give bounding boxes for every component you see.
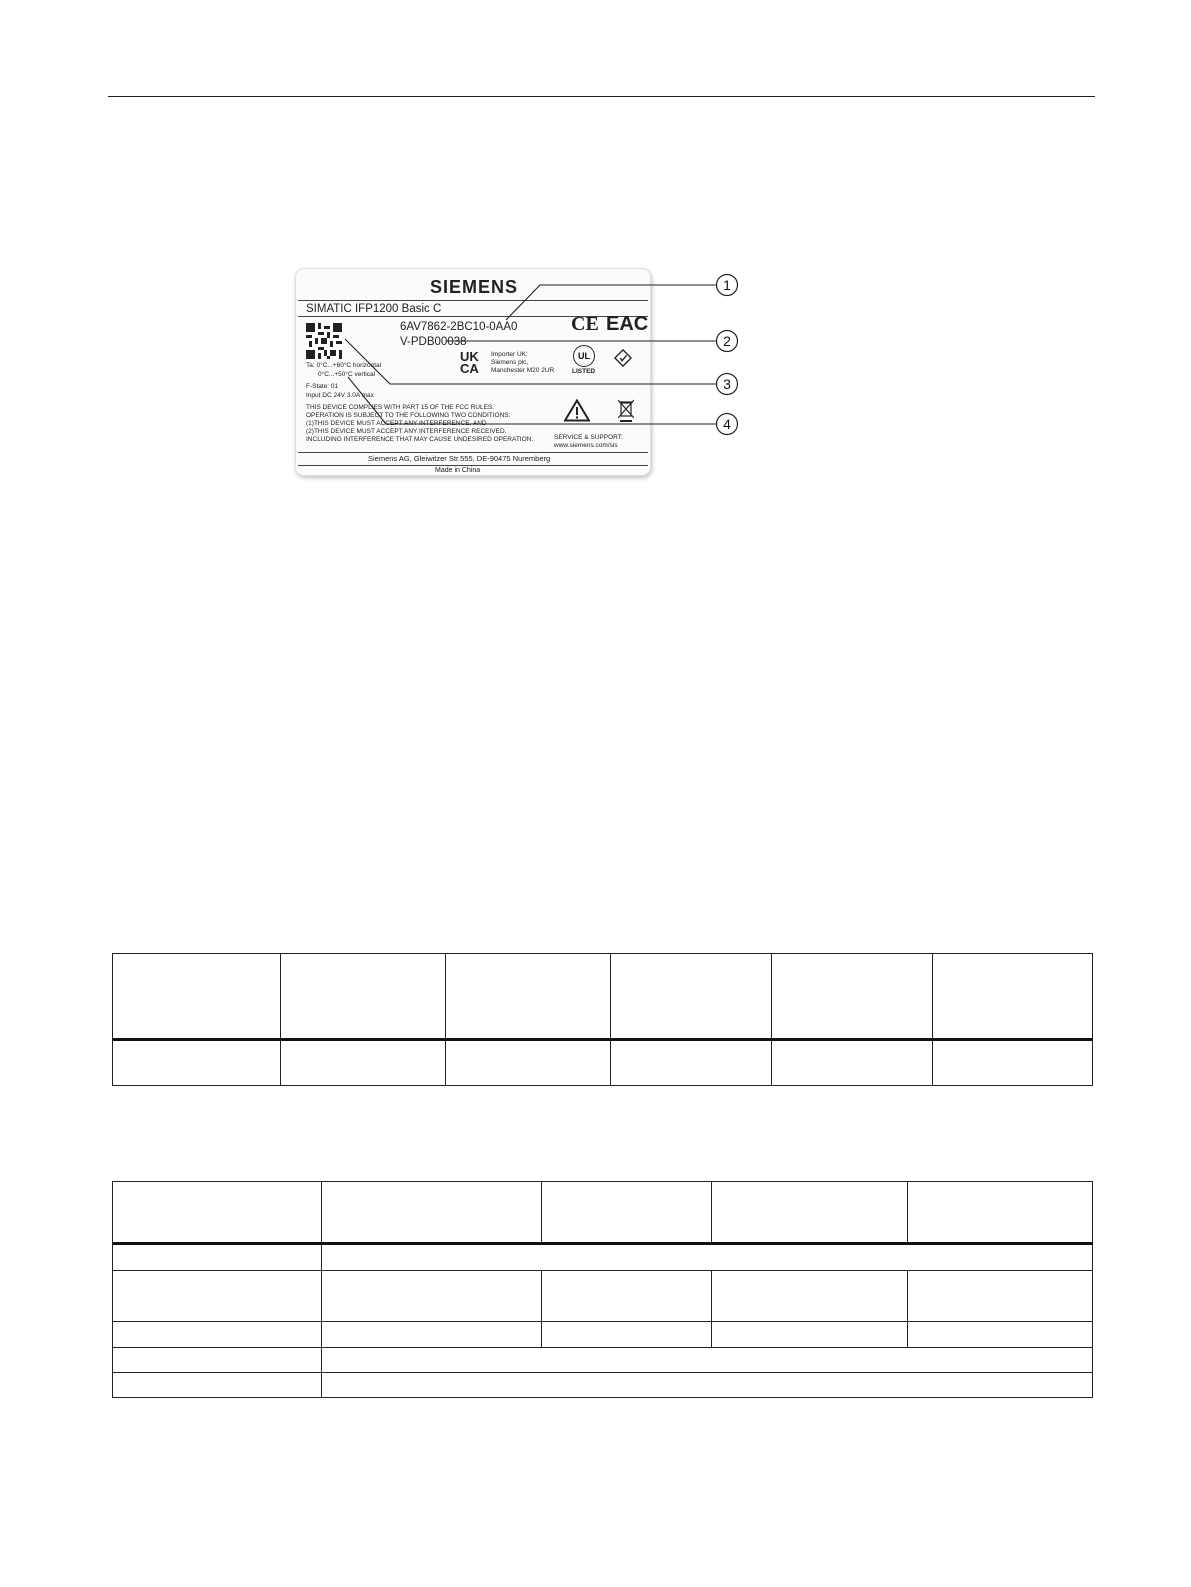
table-header-row [113,1182,1093,1244]
callout-2: 2 [723,333,731,349]
table-cell [281,1040,446,1086]
brand-logo: SIEMENS [430,277,519,297]
header-cell [772,954,933,1040]
input-rating: Input DC 24V 3.0A max [306,392,374,399]
header-cell [712,1182,908,1244]
callout-1: 1 [723,277,731,293]
header-cell [908,1182,1093,1244]
table-cell [113,1244,322,1271]
table-cell [712,1322,908,1348]
importer-line: Siemens plc, [491,359,529,366]
table-cell [322,1271,542,1322]
table-row [113,1322,1093,1348]
f-state: F-State: 01 [306,383,339,390]
ukca-line2: CA [460,361,479,376]
header-rule [108,96,1095,97]
importer-line: Manchester M20 2UR [491,367,555,374]
product-name: SIMATIC IFP1200 Basic C [306,303,442,315]
table-row [113,1271,1093,1322]
origin: Made in China [435,467,481,474]
importer-line: Importer UK: [491,351,528,358]
header-cell [933,954,1093,1040]
fcc-line: INCLUDING INTERFERENCE THAT MAY CAUSE UNDESIRED OPERATION. [306,436,534,443]
header-cell [113,1182,322,1244]
ambient-line2: 0°C...+50°C vertical [318,371,376,378]
table-cell-merged [322,1373,1093,1398]
fcc-line: (2)THIS DEVICE MUST ACCEPT ANY INTERFERENCE RECEIVED, [306,428,507,435]
table-cell [908,1271,1093,1322]
table-cell [772,1040,933,1086]
header-cell [281,954,446,1040]
table-cell [113,1348,322,1373]
table-row [113,1373,1093,1398]
table-cell [712,1271,908,1322]
ce-mark-icon: CE [571,313,599,335]
callout-4: 4 [723,416,731,432]
table-cell [446,1040,611,1086]
manufacturer-address: Siemens AG, Gleiwitzer Str.555, DE-90475 Nuremberg [368,454,551,463]
fcc-line: (1)THIS DEVICE MUST ACCEPT ANY INTERFERENCE, AND [306,420,487,427]
ambient-line1: Ta: 0°C...+60°C horizontal [306,362,382,369]
table-cell [113,1322,322,1348]
table-cell [113,1373,322,1398]
header-cell [322,1182,542,1244]
callout-3: 3 [723,376,731,392]
table-1 [112,953,1093,1086]
header-cell [113,954,281,1040]
table-cell [908,1322,1093,1348]
table-cell [113,1040,281,1086]
order-number: 6AV7862-2BC10-0AA0 [400,321,518,333]
version-number: V-PDB00038 [400,336,467,348]
table-cell-merged [322,1348,1093,1373]
table-cell [542,1271,712,1322]
ul-listed-icon: UL [573,345,595,367]
header-cell [542,1182,712,1244]
table-row [113,1244,1093,1271]
table-cell [611,1040,772,1086]
table-cell [113,1271,322,1322]
table-row [113,1348,1093,1373]
table-cell [542,1322,712,1348]
ul-listed-text: LISTED [572,368,596,375]
table-2 [112,1181,1093,1398]
table-cell-merged [322,1244,1093,1271]
table-row [113,1040,1093,1086]
support-line: SERVICE & SUPPORT: [554,434,623,441]
table-cell [322,1322,542,1348]
eac-mark-icon: EAC [606,313,649,335]
table-header-row [113,954,1093,1040]
fcc-line: THIS DEVICE COMPLIES WITH PART 15 OF THE FCC RULES. [306,404,495,411]
table-cell [933,1040,1093,1086]
support-url: www.siemens.com/sis [554,442,618,449]
fcc-line: OPERATION IS SUBJECT TO THE FOLLOWING TWO CONDITIONS: [306,412,511,419]
callout-lines [290,266,760,491]
type-plate-figure [290,266,760,491]
ukca-line1: UK [460,349,479,364]
header-cell [611,954,772,1040]
header-cell [446,954,611,1040]
